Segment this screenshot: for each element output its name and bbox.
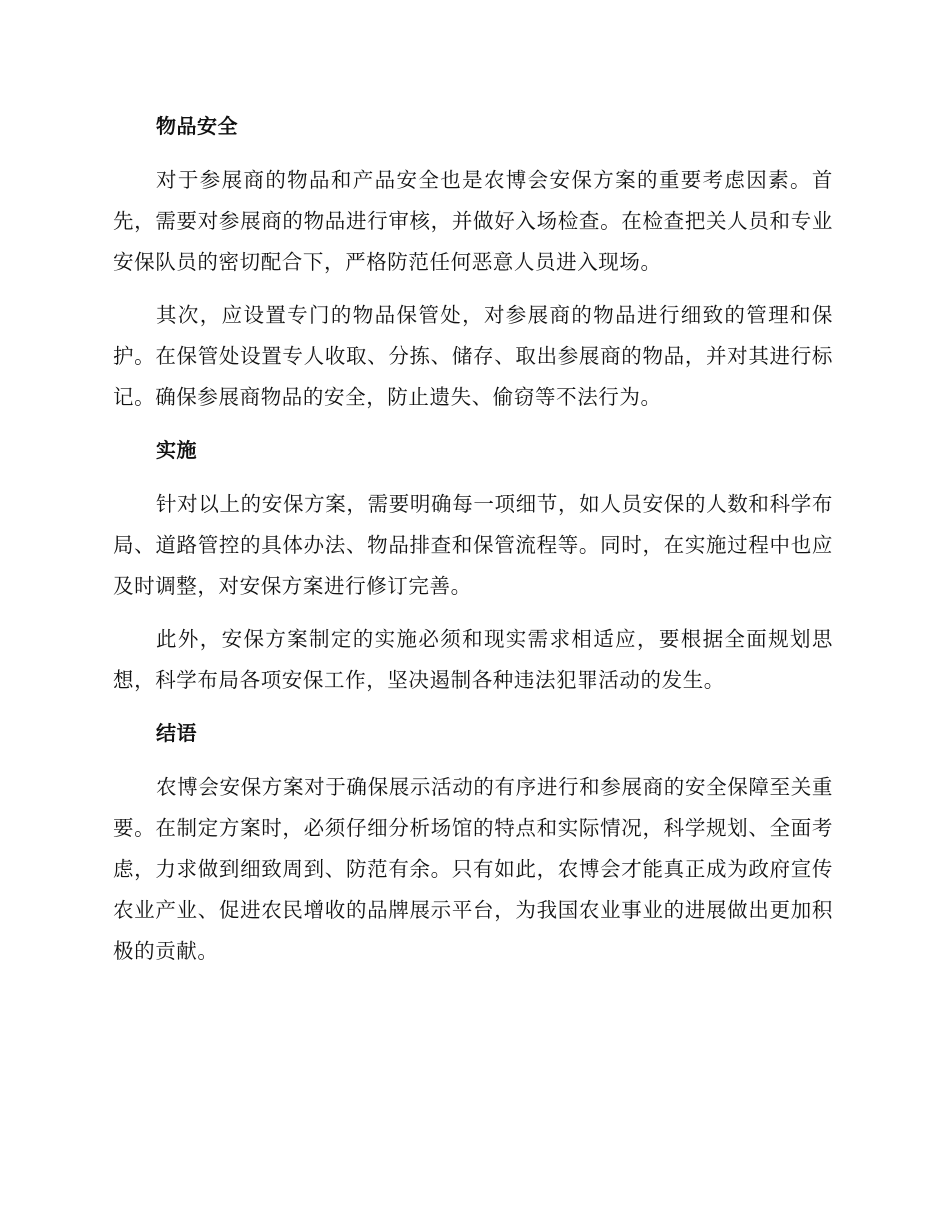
paragraph: 此外，安保方案制定的实施必须和现实需求相适应，要根据全面规划思想，科学布局各项安保工作，坚决遏制各种违法犯罪活动的发生。 [113,627,833,692]
paragraph: 其次，应设置专门的物品保管处，对参展商的物品进行细致的管理和保护。在保管处设置专人收取、分拣、储存、取出参展商的物品，并对其进行标记。确保参展商物品的安全，防止遗失、偷窃等不法行为。 [113,303,833,409]
paragraph: 对于参展商的物品和产品安全也是农博会安保方案的重要考虑因素。首先，需要对参展商的物品进行审核，并做好入场检查。在检查把关人员和专业安保队员的密切配合下，严格防范任何恶意人员进入现场。 [113,168,833,274]
paragraph: 农博会安保方案对于确保展示活动的有序进行和参展商的安全保障至关重要。在制定方案时，必须仔细分析场馆的特点和实际情况，科学规划、全面考虑，力求做到细致周到、防范有余。只有如此，农博会才能真正成为政府宣传农业产业、促进农民增收的品牌展示平台，为我国农业事业的进展做出更加积极的贡献。 [113,775,833,963]
section-heading-item-safety: 物品安全 [156,114,238,138]
document-body [113,106,833,984]
section-heading-conclusion: 结语 [156,721,197,745]
paragraph: 针对以上的安保方案，需要明确每一项细节，如人员安保的人数和科学布局、道路管控的具体办法、物品排查和保管流程等。同时，在实施过程中也应及时调整，对安保方案进行修订完善。 [113,492,833,598]
section-heading-implementation: 实施 [156,438,197,462]
